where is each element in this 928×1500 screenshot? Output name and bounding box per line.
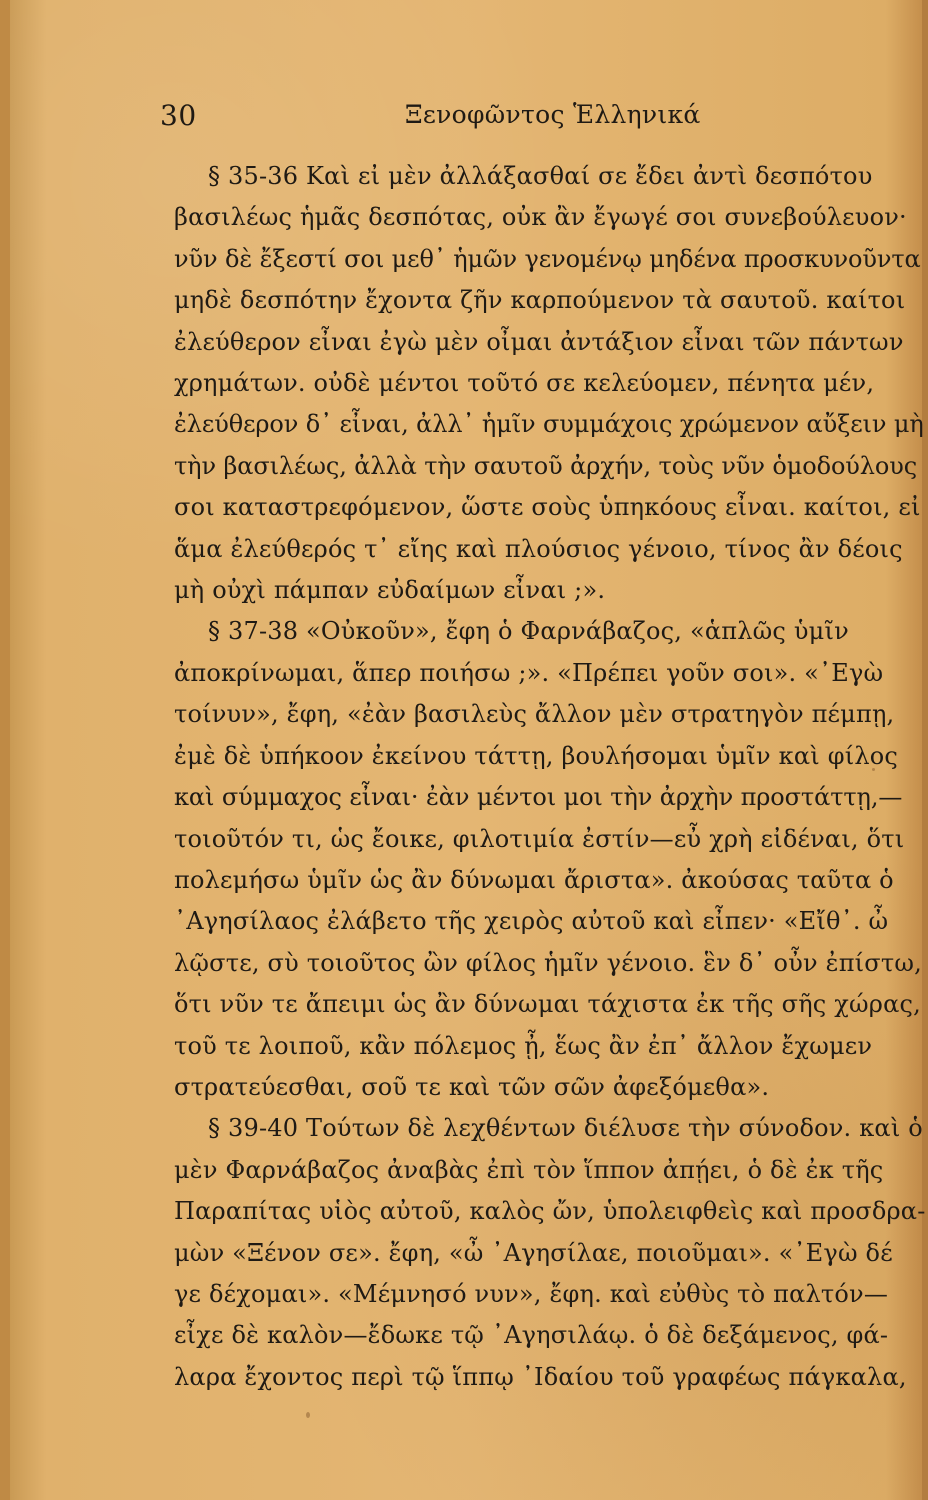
running-head: Ξενοφῶντος Ἑλληνικά	[405, 100, 701, 129]
text-line: νῦν δὲ ἔξεστί σοι μεθ᾽ ἡμῶν γενομένῳ μηδένα προσκυνοῦντα	[174, 244, 921, 273]
text-line: ἐλεύθερον εἶναι ἐγὼ μὲν οἶμαι ἀντάξιον εἶναι τῶν πάντων	[174, 327, 904, 356]
text-line: πολεμήσω ὑμῖν ὡς ἂν δύνωμαι ἄριστα». ἀκούσας ταῦτα ὁ	[174, 865, 894, 894]
main-text	[174, 154, 926, 1398]
text-line: γε δέχομαι». «Μέμνησό νυν», ἔφη. καὶ εὐθὺς τὸ παλτόν—	[174, 1279, 889, 1308]
text-line: λῷστε, σὺ τοιοῦτος ὢν φίλος ἡμῖν γένοιο. ἓν δ᾽ οὖν ἐπίστω,	[174, 948, 922, 977]
text-line: καὶ σύμμαχος εἶναι· ἐὰν μέντοι μοι τὴν ἀρχὴν προστάττῃ,—	[174, 783, 903, 812]
text-line: μὴ οὐχὶ πάμπαν εὐδαίμων εἶναι ;».	[174, 576, 606, 605]
text-line: σοι καταστρεφόμενον, ὥστε σοὺς ὑπηκόους εἶναι. καίτοι, εἰ	[174, 493, 921, 522]
text-line: τοιοῦτόν τι, ὡς ἔοικε, φιλοτιμία ἐστίν—εὖ χρὴ εἰδέναι, ὅτι	[174, 824, 905, 853]
text-line: λαρα ἔχοντος περὶ τῷ ἵππῳ ᾽Ιδαίου τοῦ γραφέως πάγκαλα,	[174, 1362, 907, 1391]
text-line: τοίνυν», ἔφη, «ἐὰν βασιλεὺς ἄλλον μὲν στρατηγὸν πέμπῃ,	[174, 700, 895, 729]
text-line: § 35-36 Καὶ εἰ μὲν ἀλλάξασθαί σε ἔδει ἀντὶ δεσπότου	[208, 162, 873, 190]
text-line: ἀποκρίνωμαι, ἅπερ ποιήσω ;». «Πρέπει γοῦν σοι». «᾽Εγὼ	[174, 658, 884, 687]
text-line: μηδὲ δεσπότην ἔχοντα ζῆν καρπούμενον τὰ σαυτοῦ. καίτοι	[174, 286, 906, 315]
section-39-40	[174, 1108, 926, 1398]
text-line: χρημάτων. οὐδὲ μέντοι τοῦτό σε κελεύομεν, πένητα μέν,	[174, 369, 875, 398]
ink-spot	[872, 768, 875, 771]
text-line: στρατεύεσθαι, σοῦ τε καὶ τῶν σῶν ἀφεξόμεθα».	[174, 1072, 770, 1101]
text-line: εἶχε δὲ καλὸν—ἔδωκε τῷ ᾽Αγησιλάῳ. ὁ δὲ δεξάμενος, φά-	[174, 1321, 889, 1350]
text-line: § 37-38 «Οὐκοῦν», ἔφη ὁ Φαρνάβαζος, «ἁπλῶς ὑμῖν	[208, 617, 849, 646]
text-line: μὲν Φαρνάβαζος ἀναβὰς ἐπὶ τὸν ἵππον ἀπῄει, ὁ δὲ ἐκ τῆς	[174, 1155, 884, 1184]
section-35-36	[174, 156, 924, 611]
text-line: ἐλεύθερον δ᾽ εἶναι, ἀλλ᾽ ἡμῖν συμμάχοις χρώμενον αὔξειν μὴ	[174, 410, 924, 439]
text-line: § 39-40 Τούτων δὲ λεχθέντων διέλυσε τὴν σύνοδον. καὶ ὁ	[208, 1114, 923, 1143]
text-line: μὼν «Ξένον σε». ἔφη, «ὦ ᾽Αγησίλαε, ποιοῦμαι». «᾽Εγὼ δέ	[174, 1238, 893, 1267]
text-line: ᾽Αγησίλαος ἐλάβετο τῆς χειρὸς αὐτοῦ καὶ εἶπεν· «Εἴθ᾽. ὦ	[174, 907, 889, 936]
ink-spot	[306, 1412, 310, 1418]
section-37-38	[174, 611, 922, 1108]
text-line: ὅτι νῦν τε ἄπειμι ὡς ἂν δύνωμαι τάχιστα ἐκ τῆς σῆς χώρας,	[174, 990, 921, 1019]
text-line: ἅμα ἐλεύθερός τ᾽ εἴης καὶ πλούσιος γένοιο, τίνος ἂν δέοις	[174, 534, 903, 563]
text-line: τοῦ τε λοιποῦ, κἂν πόλεμος ᾖ, ἕως ἂν ἐπ᾽ ἄλλον ἔχωμεν	[174, 1031, 873, 1060]
text-line: ἐμὲ δὲ ὑπήκοον ἐκείνου τάττῃ, βουλήσομαι ὑμῖν καὶ φίλος	[174, 741, 899, 770]
page-header	[160, 99, 762, 142]
page-number: 30	[160, 99, 197, 132]
text-line: βασιλέως ἡμᾶς δεσπότας, οὐκ ἂν ἔγωγέ σοι συνεβούλευον·	[174, 203, 907, 232]
text-line: τὴν βασιλέως, ἀλλὰ τὴν σαυτοῦ ἀρχήν, τοὺς νῦν ὁμοδούλους	[174, 451, 918, 480]
text-line: Παραπίτας υἱὸς αὐτοῦ, καλὸς ὤν, ὑπολειφθεὶς καὶ προσδρα-	[174, 1197, 926, 1226]
